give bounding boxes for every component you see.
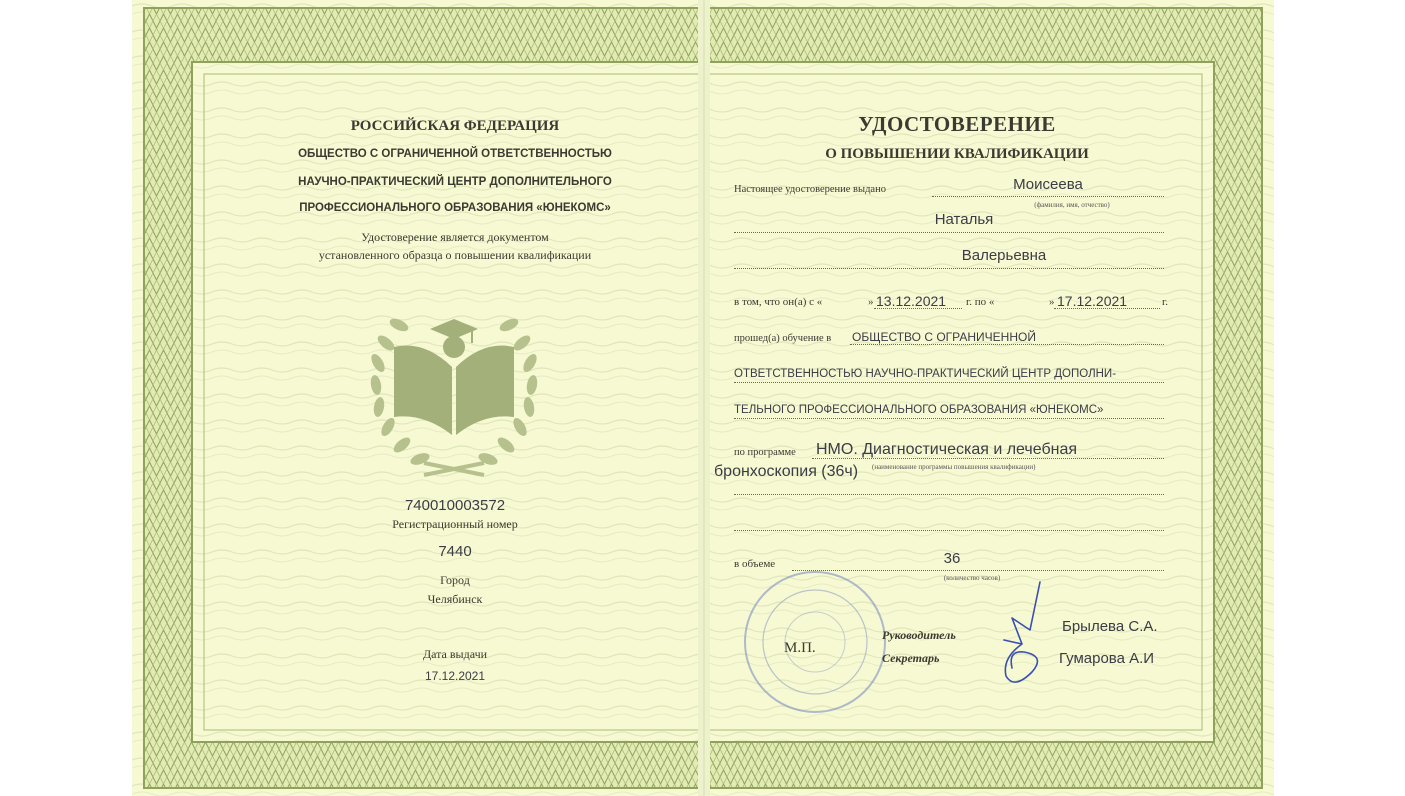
head-name: Брылева С.А. bbox=[1062, 618, 1158, 635]
date-from: 13.12.2021 bbox=[876, 293, 947, 309]
reg-number: 740010003572 bbox=[404, 497, 506, 514]
city-code: 7440 bbox=[438, 543, 472, 560]
volume-label: в объеме bbox=[734, 558, 776, 570]
date-to: 17.12.2021 bbox=[1057, 293, 1128, 309]
signature-icon bbox=[992, 578, 1072, 690]
org-fill-line-2: ОТВЕТСТВЕННОСТЬЮ НАУЧНО-ПРАКТИЧЕСКИЙ ЦЕНТР ДОПОЛНИ- bbox=[734, 368, 1117, 380]
note-line-2: установленного образца о повышении квалификации bbox=[318, 248, 592, 262]
secretary-label: Секретарь bbox=[882, 651, 940, 665]
secretary-name: Гумарова А.И bbox=[1059, 650, 1155, 667]
org-line-1: ОБЩЕСТВО С ОГРАНИЧЕННОЙ ОТВЕТСТВЕННОСТЬЮ bbox=[298, 148, 612, 160]
issue-date: 17.12.2021 bbox=[424, 669, 486, 683]
city-label: Город bbox=[440, 573, 470, 587]
certificate-title: УДОСТОВЕРЕНИЕ bbox=[858, 112, 1056, 136]
org-line-3: ПРОФЕССИОНАЛЬНОГО ОБРАЗОВАНИЯ «ЮНЕКОМС» bbox=[299, 202, 611, 214]
given-name: Наталья bbox=[934, 211, 994, 228]
period-quote-2: » bbox=[1049, 296, 1055, 308]
period-g-2: г. bbox=[1162, 296, 1169, 308]
program-hint: (наименование программы повышения квалификации) bbox=[872, 463, 1036, 471]
period-prefix: в том, что он(а) с « bbox=[734, 296, 823, 308]
fio-hint: (фамилия, имя, отчество) bbox=[1034, 201, 1110, 209]
org-fill-line-1: ОБЩЕСТВО С ОГРАНИЧЕННОЙ bbox=[852, 330, 1036, 344]
org-fill-line-3: ТЕЛЬНОГО ПРОФЕССИОНАЛЬНОГО ОБРАЗОВАНИЯ «ЮНЕКОМС» bbox=[734, 404, 1104, 416]
graduate-book-icon bbox=[394, 319, 514, 435]
period-quote-1: » bbox=[868, 296, 874, 308]
laurel-emblem-icon bbox=[354, 285, 554, 480]
program-label: по программе bbox=[734, 447, 796, 458]
studied-label: прошед(а) обучение в bbox=[734, 333, 832, 344]
reg-number-label: Регистрационный номер bbox=[392, 517, 518, 531]
hours-value: 36 bbox=[943, 550, 961, 567]
hours-hint: (количество часов) bbox=[943, 574, 1001, 582]
country-heading: РОССИЙСКАЯ ФЕДЕРАЦИЯ bbox=[350, 118, 560, 134]
stamp-mark: М.П. bbox=[784, 640, 816, 656]
issued-to-label: Настоящее удостоверение выдано bbox=[734, 184, 886, 195]
head-label: Руководитель bbox=[882, 628, 956, 642]
certificate-subtitle: О ПОВЫШЕНИИ КВАЛИФИКАЦИИ bbox=[825, 146, 1089, 162]
program-line-2: бронхоскопия (36ч) bbox=[714, 463, 859, 480]
period-g-1: г. по « bbox=[966, 296, 995, 308]
program-line-1: НМО. Диагностическая и лечебная bbox=[816, 441, 1078, 458]
certificate bbox=[132, 0, 1274, 796]
note-line-1: Удостоверение является документом bbox=[361, 230, 549, 244]
patronymic: Валерьевна bbox=[961, 247, 1047, 264]
surname: Моисеева bbox=[1013, 176, 1083, 193]
city-name: Челябинск bbox=[427, 592, 483, 606]
org-line-2: НАУЧНО-ПРАКТИЧЕСКИЙ ЦЕНТР ДОПОЛНИТЕЛЬНОГО bbox=[298, 176, 612, 188]
issue-date-label: Дата выдачи bbox=[422, 647, 488, 661]
